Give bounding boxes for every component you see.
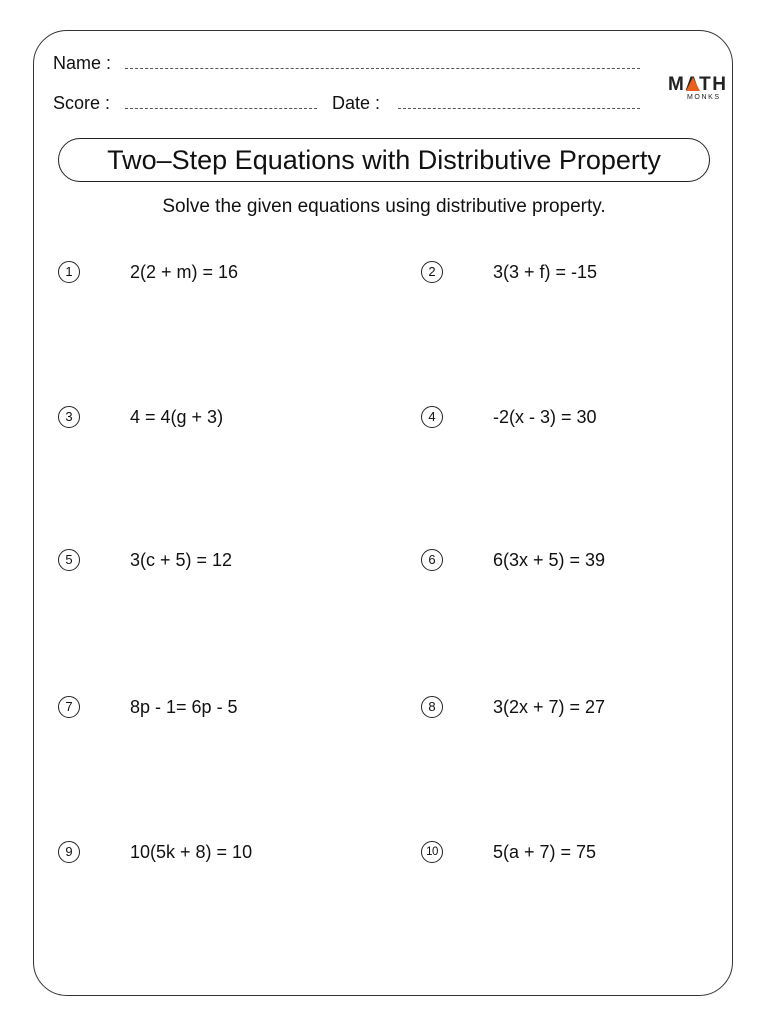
problem-number: 1 — [58, 261, 80, 283]
problem-number: 7 — [58, 696, 80, 718]
name-blank-line — [125, 68, 640, 69]
name-label: Name : — [53, 53, 112, 73]
problem-equation: 3(2x + 7) = 27 — [493, 697, 606, 717]
logo-word: MATH — [668, 74, 728, 95]
score-label: Score : — [53, 93, 111, 113]
score-blank-line — [125, 108, 317, 109]
problem-number: 9 — [58, 841, 80, 863]
problem-equation: 10(5k + 8) = 10 — [130, 842, 253, 862]
problem-number: 5 — [58, 549, 80, 571]
problem-number: 2 — [421, 261, 443, 283]
problem-equation: -2(x - 3) = 30 — [493, 407, 597, 427]
worksheet-title-text: Two–Step Equations with Distributive Property — [107, 144, 661, 175]
problem-equation: 4 = 4(g + 3) — [130, 407, 224, 427]
problem-equation: 5(a + 7) = 75 — [493, 842, 597, 862]
logo-triangle-icon — [686, 77, 700, 91]
problem-equation: 3(3 + f) = -15 — [493, 262, 598, 282]
problem-number: 10 — [421, 841, 443, 863]
instructions: Solve the given equations using distributive property. — [162, 196, 606, 217]
date-label: Date : — [332, 93, 381, 113]
problem-number: 4 — [421, 406, 443, 428]
problem-number: 3 — [58, 406, 80, 428]
math-monks-logo — [668, 74, 728, 104]
problem-number: 8 — [421, 696, 443, 718]
problem-equation: 8p - 1= 6p - 5 — [130, 697, 238, 717]
logo-subtitle: MONKS — [687, 94, 721, 101]
problem-equation: 2(2 + m) = 16 — [130, 262, 239, 282]
problem-equation: 3(c + 5) = 12 — [130, 550, 233, 570]
date-blank-line — [398, 108, 640, 109]
problem-number: 6 — [421, 549, 443, 571]
problem-equation: 6(3x + 5) = 39 — [493, 550, 606, 570]
worksheet-title — [58, 138, 710, 182]
